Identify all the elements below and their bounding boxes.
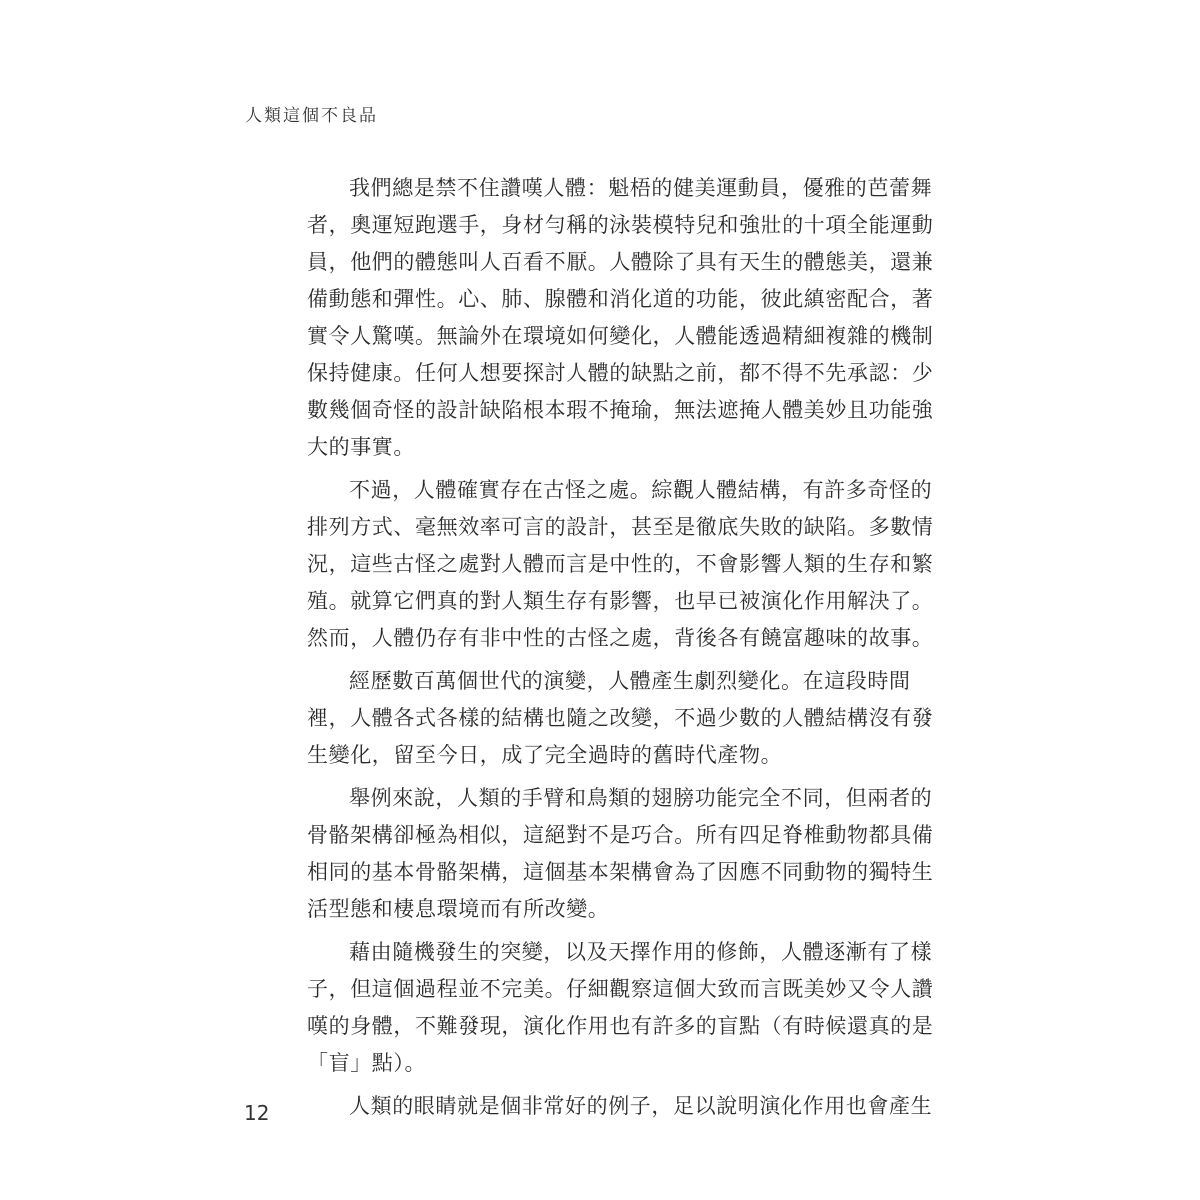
paragraph-line: 相同的基本骨骼架構，這個基本架構會為了因應不同動物的獨特生 [307, 860, 934, 884]
paragraph-line: 活型態和棲息環境而有所改變。 [307, 897, 610, 921]
paragraph-line: 況，這些古怪之處對人體而言是中性的，不會影響人類的生存和繁 [307, 552, 934, 576]
page-number: 12 [244, 1101, 270, 1125]
paragraph-5 [307, 934, 934, 1082]
paragraph-line: 嘆的身體，不難發現，演化作用也有許多的盲點（有時候還真的是 [307, 1014, 934, 1038]
paragraph-line: 不過，人體確實存在古怪之處。綜觀人體結構，有許多奇怪的 [349, 478, 933, 502]
paragraph-line: 備動態和彈性。心、肺、腺體和消化道的功能，彼此縝密配合，著 [307, 287, 934, 311]
paragraph-line: 大的事實。 [307, 435, 415, 459]
paragraph-line: 實令人驚嘆。無論外在環境如何變化，人體能透過精細複雜的機制 [307, 324, 934, 348]
paragraph-2 [307, 472, 934, 657]
paragraph-1 [307, 170, 934, 466]
paragraph-line: 人類的眼睛就是個非常好的例子，足以說明演化作用也會產生 [349, 1094, 933, 1118]
paragraph-3 [307, 663, 934, 774]
paragraph-line: 然而，人體仍存有非中性的古怪之處，背後各有饒富趣味的故事。 [307, 626, 934, 650]
paragraph-6 [307, 1088, 933, 1125]
paragraph-line: 生變化，留至今日，成了完全過時的舊時代產物。 [307, 743, 783, 767]
paragraph-4 [307, 780, 934, 928]
paragraph-line: 藉由隨機發生的突變，以及天擇作用的修飾，人體逐漸有了樣 [349, 940, 933, 964]
paragraph-line: 裡，人體各式各樣的結構也隨之改變，不過少數的人體結構沒有發 [307, 706, 934, 730]
paragraph-line: 子，但這個過程並不完美。仔細觀察這個大致而言既美妙又令人讚 [307, 977, 934, 1001]
paragraph-line: 舉例來說，人類的手臂和鳥類的翅膀功能完全不同，但兩者的 [349, 786, 933, 810]
paragraph-line: 保持健康。任何人想要探討人體的缺點之前，都不得不先承認：少 [307, 361, 934, 385]
paragraph-line: 員，他們的體態叫人百看不厭。人體除了具有天生的體態美，還兼 [307, 250, 934, 274]
paragraph-line: 骨骼架構卻極為相似，這絕對不是巧合。所有四足脊椎動物都具備 [307, 823, 934, 847]
paragraph-line: 者，奧運短跑選手，身材勻稱的泳裝模特兒和強壯的十項全能運動 [307, 213, 934, 237]
body-text [307, 170, 934, 1125]
paragraph-line: 殖。就算它們真的對人類生存有影響，也早已被演化作用解決了。 [307, 589, 934, 613]
paragraph-line: 數幾個奇怪的設計缺陷根本瑕不掩瑜，無法遮掩人體美妙且功能強 [307, 398, 934, 422]
paragraph-line: 我們總是禁不住讚嘆人體：魁梧的健美運動員，優雅的芭蕾舞 [349, 176, 933, 200]
paragraph-line: 排列方式、毫無效率可言的設計，甚至是徹底失敗的缺陷。多數情 [307, 515, 934, 539]
paragraph-line: 「盲」點）。 [307, 1051, 427, 1075]
paragraph-line: 經歷數百萬個世代的演變，人體產生劇烈變化。在這段時間 [349, 669, 911, 693]
running-header: 人類這個不良品 [245, 106, 378, 126]
